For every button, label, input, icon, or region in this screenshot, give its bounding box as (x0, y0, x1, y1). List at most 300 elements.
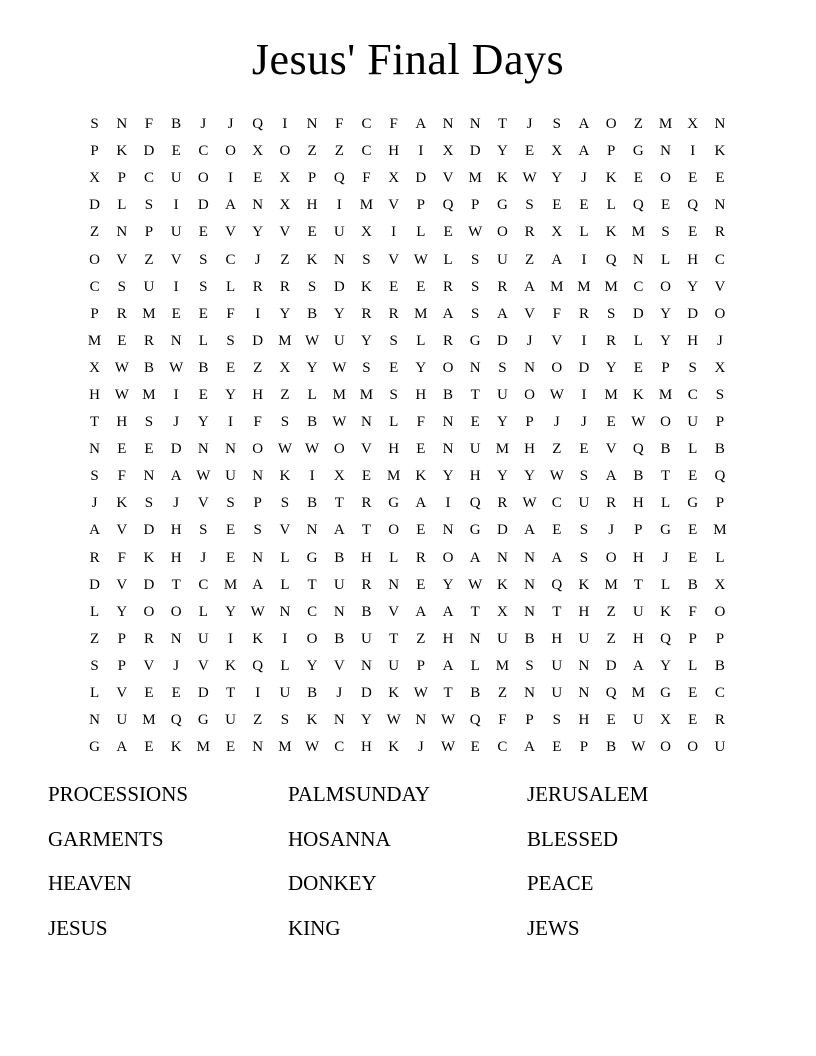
grid-letter: W (114, 386, 129, 403)
grid-letter: S (471, 305, 480, 322)
grid-letter: J (417, 739, 424, 756)
grid-letter: W (549, 386, 564, 403)
grid-letter: L (660, 251, 671, 268)
grid-letter: Q (170, 712, 182, 729)
grid-letter: B (334, 630, 345, 647)
grid-letter: A (442, 305, 454, 322)
grid-letter: Y (496, 414, 508, 431)
grid-letter: E (225, 739, 236, 756)
grid-letter: M (658, 386, 673, 403)
grid-letter: K (279, 468, 291, 485)
grid-letter: B (307, 305, 318, 322)
grid-letter: N (524, 359, 536, 376)
grid-letter: G (660, 522, 671, 539)
grid-letter: M (550, 278, 564, 295)
grid-letter: A (578, 143, 590, 160)
grid-letter: R (252, 278, 263, 295)
grid-letter: J (526, 332, 533, 349)
grid-letter: S (90, 116, 99, 133)
word-list-item: PEACE (527, 871, 594, 895)
grid-letter: S (90, 657, 99, 674)
grid-letter: V (279, 224, 291, 241)
grid-letter: B (198, 359, 209, 376)
grid-letter: S (199, 278, 208, 295)
grid-letter: X (388, 170, 400, 187)
grid-letter: X (279, 359, 291, 376)
grid-letter: A (578, 116, 590, 133)
grid-letter: Z (280, 386, 290, 403)
grid-letter: N (442, 116, 454, 133)
grid-letter: I (336, 197, 342, 214)
grid-letter: E (117, 332, 127, 349)
grid-letter: W (440, 712, 456, 729)
grid-letter: R (415, 549, 426, 566)
grid-letter: S (471, 278, 480, 295)
grid-letter: N (89, 441, 101, 458)
grid-letter: Z (253, 712, 263, 729)
grid-letter: E (144, 739, 154, 756)
grid-letter: E (688, 522, 698, 539)
grid-letter: S (362, 251, 371, 268)
grid-letter: O (333, 441, 345, 458)
grid-letter: B (470, 685, 481, 702)
grid-letter: Y (225, 386, 236, 403)
grid-letter: R (388, 305, 399, 322)
grid-letter: H (632, 549, 644, 566)
grid-letter: P (715, 630, 725, 647)
grid-letter: S (389, 386, 398, 403)
grid-letter: I (255, 685, 261, 702)
grid-letter: B (524, 630, 535, 647)
grid-letter: W (413, 685, 428, 702)
grid-letter: H (524, 441, 536, 458)
grid-letter: I (690, 143, 696, 160)
grid-letter: L (715, 549, 725, 566)
grid-letter: C (361, 116, 372, 133)
grid-letter: E (688, 685, 698, 702)
grid-letter: R (443, 278, 454, 295)
grid-letter: T (443, 685, 453, 702)
grid-letter: D (333, 278, 345, 295)
grid-letter: D (89, 576, 101, 593)
grid-letter: L (688, 441, 698, 458)
grid-letter: M (359, 386, 374, 403)
grid-letter: D (415, 170, 427, 187)
grid-letter: W (332, 359, 347, 376)
grid-letter: Q (252, 657, 264, 674)
grid-letter: R (578, 305, 589, 322)
grid-letter: P (606, 143, 616, 160)
grid-letter: Z (633, 116, 643, 133)
grid-letter: P (715, 414, 725, 431)
grid-letter: D (578, 359, 590, 376)
grid-letter: A (551, 549, 563, 566)
grid-letter: X (89, 359, 101, 376)
grid-letter: U (496, 630, 508, 647)
grid-letter: R (606, 495, 617, 512)
grid-letter: V (714, 278, 726, 295)
grid-letter: N (714, 197, 726, 214)
grid-letter: Y (605, 359, 617, 376)
grid-letter: W (631, 414, 646, 431)
grid-letter: O (197, 170, 209, 187)
grid-letter: A (170, 468, 182, 485)
grid-letter: N (306, 116, 318, 133)
grid-letter: S (579, 549, 589, 566)
grid-letter: R (116, 305, 127, 322)
grid-letter: V (116, 685, 128, 702)
grid-letter: N (524, 576, 536, 593)
grid-letter: W (386, 712, 401, 729)
grid-letter: Z (90, 224, 100, 241)
grid-letter: O (660, 278, 671, 295)
grid-letter: N (333, 712, 345, 729)
grid-letter: O (714, 305, 726, 322)
grid-letter: Y (361, 712, 372, 729)
grid-letter: V (524, 305, 536, 322)
grid-letter: H (578, 603, 590, 620)
grid-letter: R (279, 278, 290, 295)
grid-letter: B (443, 386, 454, 403)
grid-letter: R (143, 630, 154, 647)
grid-letter: N (252, 739, 264, 756)
grid-letter: F (117, 549, 126, 566)
grid-letter: S (144, 495, 154, 512)
grid-letter: I (173, 386, 179, 403)
grid-letter: D (469, 143, 481, 160)
grid-letter: L (280, 549, 290, 566)
grid-letter: N (170, 332, 182, 349)
grid-letter: S (280, 712, 290, 729)
grid-letter: P (416, 657, 426, 674)
grid-letter: H (469, 468, 481, 485)
grid-letter: K (496, 576, 508, 593)
grid-letter: E (171, 685, 181, 702)
grid-letter: B (307, 414, 318, 431)
grid-letter: X (279, 170, 291, 187)
grid-letter: N (143, 468, 155, 485)
grid-letter: Z (606, 603, 616, 620)
grid-letter: U (632, 712, 644, 729)
grid-letter: J (91, 495, 98, 512)
grid-letter: L (90, 603, 100, 620)
grid-letter: A (524, 278, 536, 295)
grid-letter: Y (660, 305, 671, 322)
grid-letter: J (716, 332, 723, 349)
grid-letter: T (361, 522, 372, 539)
grid-letter: A (333, 522, 345, 539)
grid-letter: M (196, 739, 211, 756)
grid-letter: E (688, 549, 698, 566)
grid-letter: L (280, 657, 290, 674)
word-search-grid (81, 111, 734, 761)
grid-letter: I (581, 386, 587, 403)
grid-letter: P (416, 197, 426, 214)
grid-letter: U (333, 576, 345, 593)
grid-letter: R (714, 712, 725, 729)
grid-letter: N (660, 143, 671, 160)
grid-letter: M (631, 224, 646, 241)
grid-letter: E (470, 739, 480, 756)
grid-letter: A (225, 197, 236, 214)
grid-letter: G (306, 549, 318, 566)
grid-letter: H (170, 522, 182, 539)
grid-letter: H (442, 630, 454, 647)
grid-letter: K (714, 143, 726, 160)
grid-letter: M (278, 739, 292, 756)
grid-letter: R (714, 224, 725, 241)
grid-letter: O (225, 143, 236, 160)
grid-letter: M (332, 386, 346, 403)
grid-letter: P (471, 197, 480, 214)
grid-letter: V (388, 603, 400, 620)
grid-letter: M (414, 305, 428, 322)
grid-letter: K (252, 630, 264, 647)
grid-letter: J (200, 116, 207, 133)
grid-letter: M (658, 116, 673, 133)
grid-letter: D (496, 522, 508, 539)
grid-letter: E (171, 305, 181, 322)
grid-letter: H (551, 630, 563, 647)
grid-letter: E (633, 170, 643, 187)
grid-letter: L (90, 685, 100, 702)
grid-letter: V (197, 495, 209, 512)
grid-letter: Q (551, 576, 563, 593)
grid-letter: W (549, 468, 564, 485)
grid-letter: Y (279, 305, 291, 322)
word-list-item: PROCESSIONS (48, 782, 189, 806)
grid-letter: N (225, 441, 236, 458)
grid-letter: E (416, 576, 426, 593)
grid-letter: B (606, 739, 617, 756)
grid-letter: N (442, 414, 454, 431)
grid-letter: N (361, 657, 372, 674)
grid-letter: D (252, 332, 264, 349)
grid-letter: W (250, 603, 265, 620)
grid-letter: U (632, 603, 644, 620)
grid-letter: F (335, 116, 344, 133)
grid-letter: Y (225, 603, 236, 620)
grid-letter: S (226, 332, 235, 349)
grid-letter: L (198, 332, 208, 349)
grid-letter: E (606, 712, 616, 729)
grid-letter: P (117, 170, 126, 187)
grid-letter: W (114, 359, 129, 376)
grid-letter: G (388, 495, 400, 512)
grid-letter: O (170, 603, 182, 620)
grid-letter: M (359, 197, 374, 214)
grid-letter: K (361, 278, 372, 295)
grid-letter: K (225, 657, 236, 674)
grid-letter: T (307, 576, 317, 593)
grid-letter: Y (306, 359, 318, 376)
grid-letter: P (144, 224, 154, 241)
grid-letter: M (604, 386, 618, 403)
grid-letter: H (361, 549, 372, 566)
grid-letter: S (471, 251, 480, 268)
grid-letter: F (389, 116, 398, 133)
grid-letter: K (388, 685, 400, 702)
grid-letter: C (198, 576, 209, 593)
grid-letter: A (524, 739, 536, 756)
grid-letter: S (117, 278, 126, 295)
grid-letter: U (361, 630, 372, 647)
grid-letter: E (171, 143, 181, 160)
grid-letter: A (551, 251, 563, 268)
grid-letter: X (551, 224, 563, 241)
grid-letter: N (524, 549, 536, 566)
grid-letter: K (496, 170, 508, 187)
grid-letter: W (305, 739, 320, 756)
word-list-item: GARMENTS (48, 826, 164, 851)
grid-letter: Z (253, 359, 263, 376)
grid-letter: S (552, 712, 561, 729)
grid-letter: L (416, 332, 426, 349)
grid-letter: E (198, 386, 208, 403)
grid-letter: O (605, 116, 617, 133)
grid-letter: E (552, 197, 562, 214)
grid-letter: P (117, 630, 126, 647)
grid-letter: U (496, 386, 508, 403)
grid-letter: H (388, 441, 400, 458)
grid-letter: J (526, 116, 533, 133)
grid-letter: P (90, 305, 99, 322)
grid-letter: D (197, 685, 209, 702)
grid-letter: Y (116, 603, 128, 620)
grid-letter: Z (552, 441, 562, 458)
grid-letter: W (305, 332, 320, 349)
grid-letter: K (388, 739, 400, 756)
grid-letter: M (495, 657, 510, 674)
grid-letter: X (496, 603, 508, 620)
grid-letter: I (581, 251, 587, 268)
grid-letter: M (495, 441, 510, 458)
grid-letter: N (333, 251, 345, 268)
grid-letter: K (605, 170, 617, 187)
grid-letter: L (280, 576, 290, 593)
grid-letter: A (442, 657, 454, 674)
grid-letter: S (226, 495, 235, 512)
grid-letter: U (170, 224, 182, 241)
grid-letter: W (305, 441, 320, 458)
grid-letter: O (551, 359, 563, 376)
grid-letter: W (332, 414, 347, 431)
grid-letter: E (660, 197, 671, 214)
grid-letter: L (470, 657, 480, 674)
grid-letter: L (660, 495, 671, 512)
grid-letter: K (170, 739, 182, 756)
grid-letter: X (660, 712, 671, 729)
grid-letter: E (144, 685, 154, 702)
grid-letter: N (469, 116, 481, 133)
grid-letter: L (443, 251, 453, 268)
grid-letter: I (309, 468, 315, 485)
grid-letter: S (579, 468, 589, 485)
grid-letter: W (169, 359, 184, 376)
grid-letter: C (361, 143, 372, 160)
grid-letter: Y (442, 468, 454, 485)
grid-letter: W (413, 251, 428, 268)
grid-letter: R (524, 224, 535, 241)
grid-letter: J (227, 116, 234, 133)
grid-letter: E (579, 197, 589, 214)
grid-letter: X (442, 143, 454, 160)
grid-letter: O (279, 143, 291, 160)
grid-letter: T (225, 685, 236, 702)
grid-letter: K (415, 468, 427, 485)
grid-letter: X (687, 116, 699, 133)
grid-letter: S (362, 359, 371, 376)
grid-letter: R (361, 576, 372, 593)
grid-letter: N (361, 414, 372, 431)
grid-letter: R (361, 495, 372, 512)
grid-letter: H (361, 739, 372, 756)
grid-letter: K (632, 386, 644, 403)
grid-letter: C (334, 739, 345, 756)
grid-letter: J (581, 414, 587, 431)
grid-letter: L (198, 603, 208, 620)
grid-letter: L (225, 278, 236, 295)
word-list-item: DONKEY (288, 871, 377, 895)
grid-letter: Z (334, 143, 344, 160)
grid-letter: D (496, 332, 508, 349)
grid-letter: T (334, 495, 344, 512)
grid-letter: B (171, 116, 182, 133)
grid-letter: N (469, 359, 481, 376)
grid-letter: M (142, 305, 156, 322)
grid-letter: K (116, 495, 128, 512)
grid-letter: G (469, 332, 481, 349)
grid-letter: U (551, 685, 563, 702)
word-list-item: JEWS (527, 915, 580, 940)
grid-letter: U (225, 712, 236, 729)
grid-letter: W (468, 576, 483, 593)
grid-letter: C (143, 170, 154, 187)
grid-letter: V (116, 251, 128, 268)
grid-letter: G (89, 739, 101, 756)
grid-letter: X (361, 224, 372, 241)
grid-letter: M (223, 576, 238, 593)
grid-letter: H (687, 251, 699, 268)
grid-letter: F (253, 414, 262, 431)
grid-letter: Y (551, 170, 563, 187)
grid-letter: I (228, 170, 234, 187)
grid-letter: H (252, 386, 264, 403)
grid-letter: J (553, 414, 560, 431)
grid-letter: I (445, 495, 451, 512)
grid-letter: A (469, 549, 481, 566)
grid-letter: D (143, 522, 155, 539)
grid-letter: Z (525, 251, 535, 268)
grid-letter: X (714, 359, 726, 376)
grid-letter: V (143, 657, 155, 674)
grid-letter: E (688, 712, 698, 729)
grid-letter: H (170, 549, 182, 566)
grid-letter: Q (442, 197, 454, 214)
grid-letter: E (606, 414, 616, 431)
grid-letter: A (605, 468, 617, 485)
grid-letter: G (197, 712, 209, 729)
word-list-item: JERUSALEM (527, 782, 649, 806)
grid-letter: V (116, 522, 128, 539)
grid-letter: O (143, 603, 155, 620)
grid-letter: O (524, 386, 536, 403)
grid-letter: Y (496, 468, 508, 485)
grid-letter: U (551, 657, 563, 674)
grid-letter: W (522, 170, 537, 187)
grid-letter: S (199, 522, 208, 539)
grid-letter: Z (606, 630, 616, 647)
